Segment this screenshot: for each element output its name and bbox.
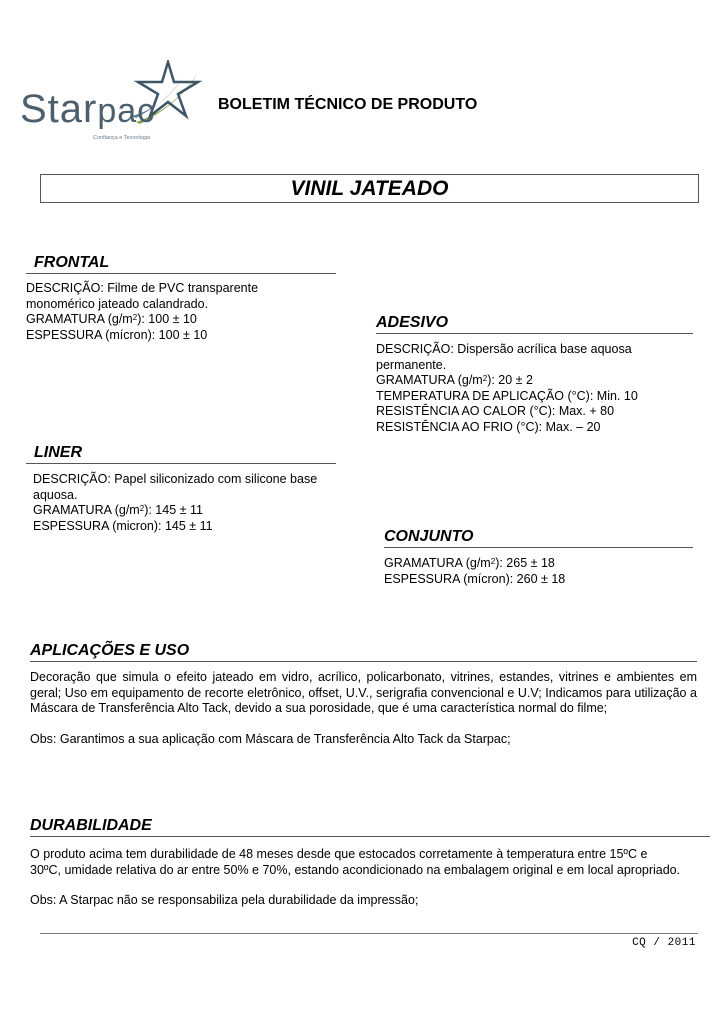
starpac-logo bbox=[20, 60, 190, 155]
section-frontal bbox=[26, 254, 336, 343]
conjunto-heading: CONJUNTO bbox=[384, 528, 693, 548]
section-conjunto bbox=[384, 528, 693, 587]
logo-tagline: Confiança e Tecnologia bbox=[93, 135, 151, 141]
frontal-heading: FRONTAL bbox=[26, 254, 336, 274]
section-durabilidade bbox=[30, 817, 710, 909]
adesivo-heading: ADESIVO bbox=[376, 314, 693, 334]
product-title: VINIL JATEADO bbox=[290, 177, 449, 200]
durabilidade-obs: Obs: A Starpac não se responsabiliza pela durabilidade da impressão; bbox=[30, 893, 419, 907]
conjunto-body: GRAMATURA $(g/m^2)$: 265 ± 18 ESPESSURA (mícron): 260 ± 18 bbox=[384, 556, 566, 586]
durabilidade-text: O produto acima tem durabilidade de 48 meses desde que estocados corretamente à temperatura entre 15ºC e 30ºC, umidade relativa do ar entre 50% e 70%, estando acondicionado na embalagem original e em local apropriado. bbox=[30, 847, 681, 877]
aplicacoes-text: Decoração que simula o efeito jateado em vidro, acrílico, policarbonato, vitrines, estandes, vitrines e ambientes em geral; Uso em equipamento de recorte eletrônico, offset, U.V., serigrafia convencional e U.V; Indicamos para utilização a Máscara de Transferência Alto Tack, devido a sua porosidade, que é uma característica normal do filme; bbox=[30, 670, 697, 715]
footer-divider bbox=[40, 933, 698, 934]
section-aplicacoes bbox=[30, 642, 697, 747]
frontal-body: DESCRIÇÃO: Filme de PVC transparente monomérico jateado calandrado. GRAMATURA $(g/m^2)$: 100 ± 10 ESPESSURA (mícron): 100 ± 10 bbox=[26, 281, 259, 342]
liner-heading: LINER bbox=[26, 444, 336, 464]
adesivo-body: DESCRIÇÃO: Dispersão acrílica base aquosa permanente. GRAMATURA $(g/m^2)$: 20 ± 2 TEMPERATURA DE APLICAÇÃO (°C): Min. 10 RESISTÊNCIA AO CALOR (°C): Max. + 80 RESISTÊNCIA AO FRIO (°C): Max. – 20 bbox=[376, 342, 638, 434]
logo-wordmark: Starpac bbox=[20, 87, 156, 131]
aplicacoes-heading: APLICAÇÕES E USO bbox=[30, 642, 697, 662]
product-title-box bbox=[40, 174, 699, 203]
durabilidade-heading: DURABILIDADE bbox=[30, 817, 710, 837]
aplicacoes-obs: Obs: Garantimos a sua aplicação com Máscara de Transferência Alto Tack da Starpac; bbox=[30, 731, 511, 746]
document-title: BOLETIM TÉCNICO DE PRODUTO bbox=[218, 96, 478, 113]
section-adesivo bbox=[376, 314, 693, 435]
footer-code: CQ / 2011 bbox=[632, 937, 696, 949]
liner-body: DESCRIÇÃO: Papel siliconizado com silicone base aquosa. GRAMATURA $(g/m^2)$: 145 ± 11 ESPESSURA (micron): 145 ± 11 bbox=[33, 472, 318, 533]
section-liner bbox=[26, 444, 336, 534]
